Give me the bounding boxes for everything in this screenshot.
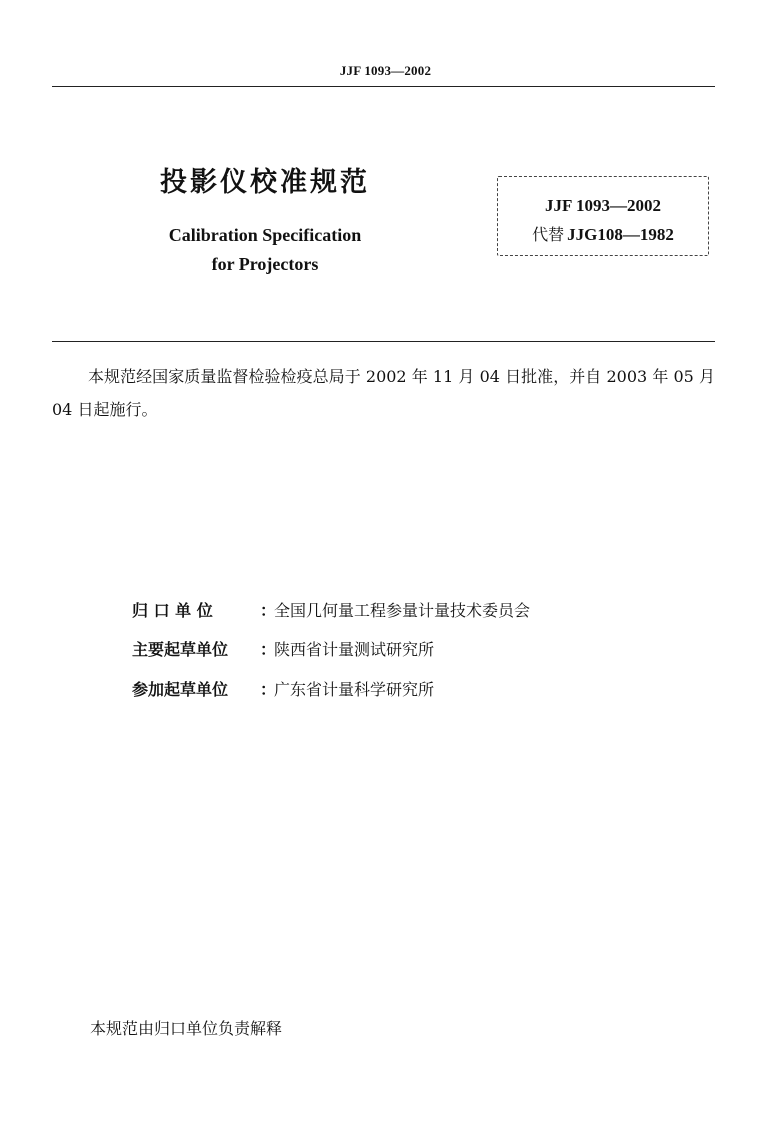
standard-code-box	[497, 176, 709, 256]
org-value: 陕西省计量测试研究所	[274, 640, 435, 659]
org-value: 全国几何量工程参量计量技术委员会	[274, 601, 531, 620]
org-row-responsible	[132, 598, 692, 621]
org-label: 归 口 单 位	[132, 601, 213, 620]
approval-statement: 本规范经国家质量监督检验检疫总局于 2002 年 11 月 04 日批准，并自 2003 年 05 月 04 日起施行。	[52, 367, 715, 419]
org-colon: ：	[260, 601, 277, 620]
middle-divider	[52, 341, 715, 342]
code-box-replaces	[498, 222, 708, 245]
title-english-line1: Calibration Specification	[168, 225, 362, 245]
header-standard-code: JJF 1093—2002	[339, 63, 432, 78]
org-row-participating-drafter	[132, 677, 692, 700]
code-box-replaced-code: JJG108—1982	[567, 225, 674, 244]
org-label: 参加起草单位	[132, 680, 229, 699]
title-chinese: 投影仪校准规范	[160, 167, 370, 198]
org-colon: ：	[260, 640, 277, 659]
interpretation-note: 本规范由归口单位负责解释	[90, 1019, 283, 1038]
code-box-current-code: JJF 1093—2002	[544, 196, 661, 215]
org-value: 广东省计量科学研究所	[274, 680, 435, 699]
org-colon: ：	[260, 680, 277, 699]
title-english-line2: for Projectors	[211, 254, 319, 274]
code-box-replaces-prefix: 代替	[532, 225, 565, 244]
org-label: 主要起草单位	[132, 640, 229, 659]
org-row-main-drafter	[132, 637, 692, 660]
top-divider	[52, 86, 715, 87]
